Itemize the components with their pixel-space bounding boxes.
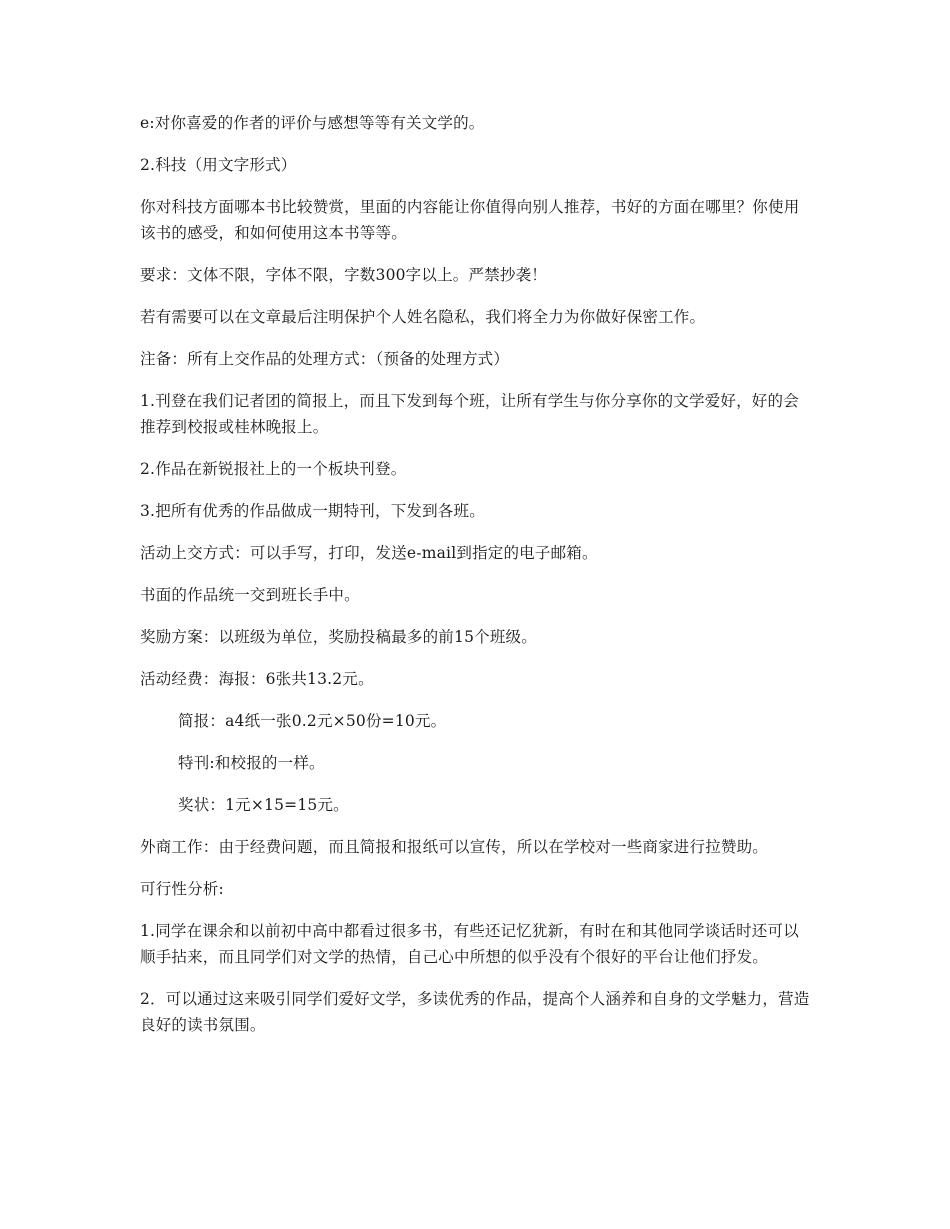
paragraph-technology-heading: 2.科技（用文字形式） bbox=[140, 156, 297, 174]
paragraph-written-submission: 书面的作品统一交到班长手中。 bbox=[140, 586, 360, 604]
paragraph-privacy-note: 若有需要可以在文章最后注明保护个人姓名隐私，我们将全力为你做好保密工作。 bbox=[140, 308, 706, 326]
paragraph-submission-method: 活动上交方式：可以手写，打印，发送e-mail到指定的电子邮箱。 bbox=[140, 544, 598, 562]
paragraph-handling-3: 3.把所有优秀的作品做成一期特刊，下发到各班。 bbox=[140, 502, 485, 520]
paragraph-budget-poster: 活动经费：海报：6张共13.2元。 bbox=[140, 670, 374, 688]
paragraph-requirements: 要求：文体不限，字体不限，字数300字以上。严禁抄袭！ bbox=[140, 266, 547, 284]
paragraph-reward-plan: 奖励方案：以班级为单位，奖励投稿最多的前15个班级。 bbox=[140, 628, 537, 646]
paragraph-budget-certificate: 奖状：1元×15=15元。 bbox=[178, 796, 349, 814]
paragraph-technology-prompt: 你对科技方面哪本书比较赞赏，里面的内容能让你值得向别人推荐，书好的方面在哪里？你使用该书的感受，和如何使用这本书等等。 bbox=[140, 198, 800, 242]
paragraph-budget-newsletter: 简报：a4纸一张0.2元×50份=10元。 bbox=[178, 712, 447, 730]
paragraph-handling-1: 1.刊登在我们记者团的简报上，而且下发到每个班，让所有学生与你分享你的文学爱好，好的会推荐到校报或桂林晚报上。 bbox=[140, 392, 799, 436]
paragraph-feasibility-1: 1.同学在课余和以前初中高中都看过很多书，有些还记忆犹新，有时在和其他同学谈话时还可以顺手拈来，而且同学们对文学的热情，自己心中所想的似乎没有个很好的平台让他们抒发。 bbox=[140, 922, 799, 966]
paragraph-handling-2: 2.作品在新锐报社上的一个板块刊登。 bbox=[140, 460, 407, 478]
paragraph-budget-special-issue: 特刊:和校报的一样。 bbox=[178, 754, 325, 772]
paragraph-feasibility-heading: 可行性分析: bbox=[140, 880, 224, 898]
paragraph-topic-e: e:对你喜爱的作者的评价与感想等等有关文学的。 bbox=[140, 114, 485, 132]
paragraph-handling-heading: 注备：所有上交作品的处理方式：（预备的处理方式） bbox=[140, 350, 510, 368]
paragraph-sponsorship: 外商工作：由于经费问题，而且简报和报纸可以宣传，所以在学校对一些商家进行拉赞助。 bbox=[140, 838, 769, 856]
paragraph-feasibility-2: 2．可以通过这来吸引同学们爱好文学，多读优秀的作品，提高个人涵养和自身的文学魅力，营造良好的读书氛围。 bbox=[140, 990, 810, 1034]
document-body bbox=[140, 110, 812, 1054]
